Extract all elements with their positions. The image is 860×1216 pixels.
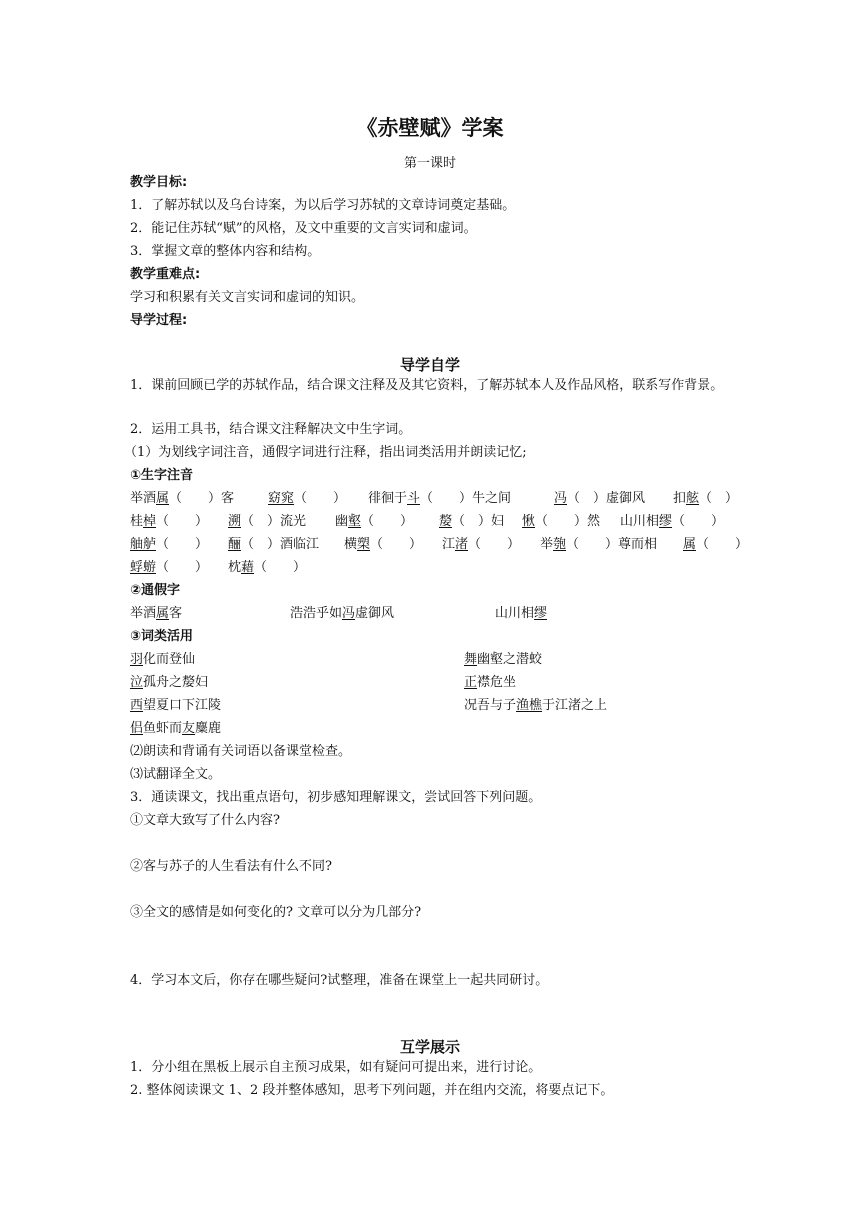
self-study-paragraph: 4．学习本文后，你存在哪些疑问?试整理，准备在课堂上一起共同研讨。: [130, 973, 549, 988]
self-study-paragraph: ⑶试翻译全文。: [130, 767, 222, 782]
pronunciation-item: 幽壑（ ）: [335, 514, 414, 529]
pronunciation-item: 窈窕（ ）: [268, 491, 347, 506]
self-study-paragraph: ⑵朗读和背诵有关词语以备课堂检查。: [130, 744, 352, 759]
self-study-paragraph: 1．课前回顾已学的苏轼作品，结合课文注释及及其它资料，了解苏轼本人及作品风格，联系写作背景。: [130, 378, 724, 393]
cilei-item: 西望夏口下江陵: [130, 698, 222, 713]
pronunciation-item: 举匏（ ）尊而相: [540, 537, 658, 552]
lesson-subtitle: 第一课时: [403, 156, 456, 171]
cilei-item: 侣鱼虾而友麋鹿: [130, 721, 222, 736]
pronunciation-item: 徘徊于斗（ ）牛之间: [368, 491, 512, 506]
self-study-paragraph: 2．运用工具书，结合课文注释解决文中生字词。: [130, 422, 412, 437]
pronunciation-item: 酾（ ）酒临江: [228, 537, 320, 552]
document-title: 《赤壁赋》学案: [356, 116, 504, 140]
pronunciation-item: 蜉蝣（ ）: [130, 560, 209, 575]
difficulty-text: 学习和积累有关文言实词和虚词的知识。: [130, 290, 365, 305]
question-text: ②客与苏子的人生看法有什么不同?: [130, 859, 332, 874]
self-study-paragraph: （1）为划线字词注音，通假字词进行注释，指出词类活用并朗读记忆;: [124, 445, 527, 460]
pronunciation-item: 愀（ ）然: [522, 514, 601, 529]
objective-item: 2．能记住苏轼“赋”的风格，及文中重要的文言实词和虚词。: [130, 221, 477, 236]
mutual-paragraph: 2. 整体阅读课文 1、2 段并整体感知，思考下列问题，并在组内交流，将要点记下。: [130, 1083, 614, 1098]
pronunciation-item: 横槊（ ）: [344, 537, 423, 552]
difficulty-heading: 教学重难点:: [130, 267, 201, 282]
pronunciation-item: 江渚（ ）: [442, 537, 521, 552]
objectives-heading: 教学目标:: [130, 175, 188, 190]
pronunciation-item: 扣舷（ ）: [673, 491, 739, 506]
objective-item: 1．了解苏轼以及乌台诗案，为以后学习苏轼的文章诗词奠定基础。: [130, 198, 516, 213]
cilei-item: 泣孤舟之嫠妇: [130, 675, 209, 690]
cilei-item: 正襟危坐: [464, 675, 517, 690]
pronunciation-item: 举酒属（ ）客: [130, 491, 235, 506]
tongjia-item: 山川相缪: [495, 606, 548, 621]
pronunciation-item: 属（ ）: [683, 537, 749, 552]
pronunciation-heading: ①生字注音: [130, 468, 194, 483]
pronunciation-item: 山川相缪（ ）: [620, 514, 725, 529]
cilei-item: 舞幽壑之潜蛟: [464, 652, 543, 667]
pronunciation-item: 嫠（ ）妇: [439, 514, 505, 529]
pronunciation-item: 舳舻（ ）: [130, 537, 209, 552]
mutual-paragraph: 1．分小组在黑板上展示自主预习成果，如有疑问可提出来，进行讨论。: [130, 1060, 542, 1075]
cilei-item: 况吾与子渔樵于江渚之上: [464, 698, 608, 713]
self-study-heading: 导学自学: [399, 356, 460, 374]
objective-item: 3．掌握文章的整体内容和结构。: [130, 244, 321, 259]
question-text: ③全文的感情是如何变化的? 文章可以分为几部分?: [130, 905, 422, 920]
pronunciation-item: 桂棹（ ）: [130, 514, 209, 529]
pronunciation-item: 枕藉（ ）: [228, 560, 307, 575]
process-heading: 导学过程:: [130, 313, 188, 328]
pronunciation-item: 冯（ ）虚御风: [554, 491, 646, 506]
cilei-item: 羽化而登仙: [130, 652, 196, 667]
pronunciation-item: 溯（ ）流光: [228, 514, 307, 529]
mutual-heading: 互学展示: [399, 1038, 460, 1056]
tongjia-item: 浩浩乎如冯虚御风: [290, 606, 395, 621]
question-text: ①文章大致写了什么内容?: [130, 813, 280, 828]
cilei-heading: ③词类活用: [130, 629, 194, 644]
self-study-paragraph: 3．通读课文，找出重点语句，初步感知理解课文，尝试回答下列问题。: [130, 790, 542, 805]
tongjia-heading: ②通假字: [130, 583, 181, 598]
tongjia-item: 举酒属客: [130, 606, 183, 621]
